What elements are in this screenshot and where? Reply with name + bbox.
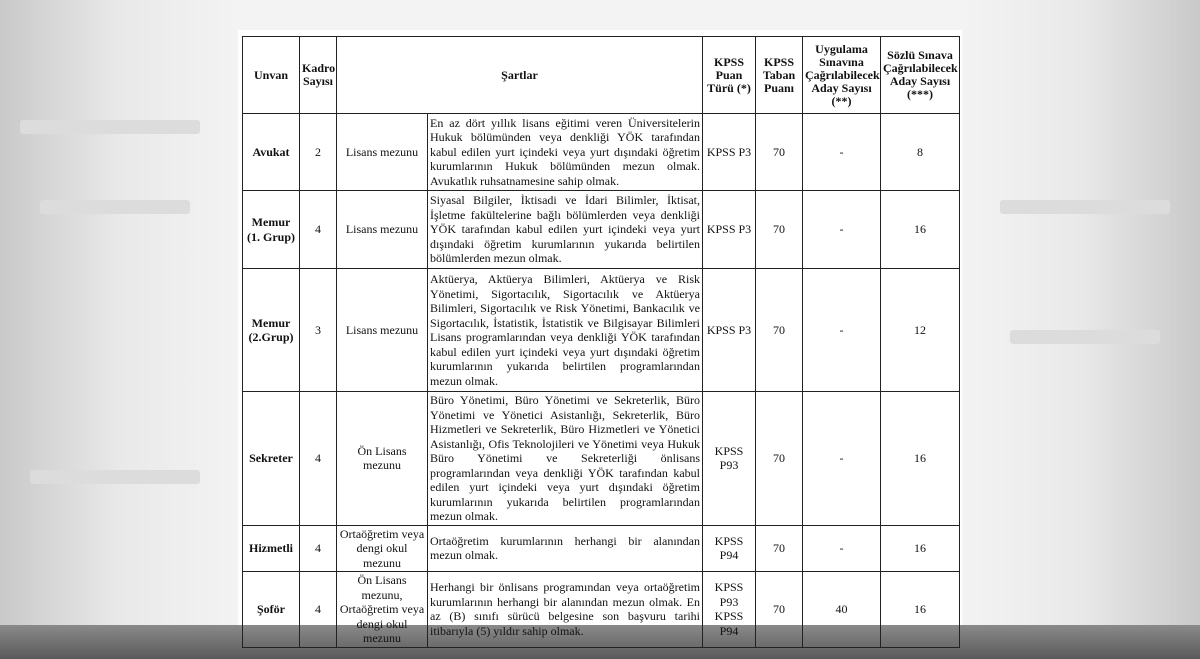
cell-uygulama: 40 bbox=[803, 572, 881, 648]
cell-egitim: Lisans mezunu bbox=[337, 269, 428, 392]
header-sozlu-aday-sayisi: Sözlü Sınava Çağrılabilecek Aday Sayısı (***) bbox=[881, 37, 960, 114]
cell-kadro: 2 bbox=[300, 114, 337, 191]
cell-puan-turu: KPSS P3 bbox=[703, 269, 756, 392]
cell-uygulama: - bbox=[803, 392, 881, 526]
cell-uygulama: - bbox=[803, 114, 881, 191]
cell-kadro: 4 bbox=[300, 191, 337, 269]
cell-puan-turu: KPSS P93 bbox=[703, 392, 756, 526]
background-ghost-text bbox=[20, 120, 200, 134]
header-kadro-sayisi: Kadro Sayısı bbox=[300, 37, 337, 114]
cell-egitim: Ön Lisans mezunu bbox=[337, 392, 428, 526]
cell-taban: 70 bbox=[756, 525, 803, 572]
cell-sozlu: 12 bbox=[881, 269, 960, 392]
cell-egitim: Ortaöğretim veya dengi okul mezunu bbox=[337, 525, 428, 572]
table-row bbox=[243, 191, 960, 269]
cell-puan-turu: KPSS P3 bbox=[703, 191, 756, 269]
cell-kadro: 4 bbox=[300, 392, 337, 526]
cell-unvan: Şoför bbox=[243, 572, 300, 648]
table-row bbox=[243, 269, 960, 392]
header-uygulama-aday-sayisi: Uygulama Sınavına Çağrılabilecek Aday Sayısı (**) bbox=[803, 37, 881, 114]
cell-sartlar: En az dört yıllık lisans eğitimi veren Üniversitelerin Hukuk bölümünden veya denkliği YÖK tarafından kabul edilen yurt içindeki veya yurt dışındaki öğretim kurumlarının Hukuk bölümünden mezun olmak. Avukatlık ruhsatnamesine sahip olmak. bbox=[428, 114, 703, 191]
cell-kadro: 3 bbox=[300, 269, 337, 392]
cell-taban: 70 bbox=[756, 114, 803, 191]
cell-sozlu: 16 bbox=[881, 191, 960, 269]
cell-sartlar: Ortaöğretim kurumlarının herhangi bir alanından mezun olmak. bbox=[428, 525, 703, 572]
cell-sartlar: Büro Yönetimi, Büro Yönetimi ve Sekreterlik, Büro Yönetimi ve Yönetici Asistanlığı, Sekreterlik, Büro Hizmetleri ve Sekreterlik, Büro Hizmetleri ve Yönetici Asistanlığı, Ofis Teknolojileri ve Yönetimi veya Hukuk Büro Yönetimi ve Sekreterliği önlisans programlarından veya denkliği YÖK tarafından kabul edilen yurt içindeki veya yurt dışındaki öğretim kurumlarının yukarıda belirtilen programlarından mezun olmak. bbox=[428, 392, 703, 526]
cell-puan-turu: KPSS P94 bbox=[703, 525, 756, 572]
background-ghost-text bbox=[1000, 200, 1170, 214]
table-row bbox=[243, 392, 960, 526]
cell-sartlar: Aktüerya, Aktüerya Bilimleri, Aktüerya ve Risk Yönetimi, Sigortacılık, Sigortacılık ve Aktüerya Bilimleri, Sigortacılık ve Risk Yönetimi, Bankacılık ve Sigortacılık, İstatistik, İstatistik ve Bilgisayar Bilimleri Lisans programlarından veya denkliği YÖK tarafından kabul edilen yurt içindeki veya yurt dışındaki öğretim kurumlarının yukarıda belirtilen programlarından mezun olmak. bbox=[428, 269, 703, 392]
cell-unvan: Avukat bbox=[243, 114, 300, 191]
table-row bbox=[243, 572, 960, 648]
table-header-row bbox=[243, 37, 960, 114]
background-ghost-text bbox=[1010, 330, 1160, 344]
cell-sartlar: Siyasal Bilgiler, İktisadi ve İdari Bilimler, İktisat, İşletme fakültelerine bağlı bölümlerden veya denkliği YÖK tarafından kabul edilen yurt içindeki veya yurt dışındaki öğretim kurumlarının yukarıda belirtilen bölümlerden mezun olmak. bbox=[428, 191, 703, 269]
cell-uygulama: - bbox=[803, 269, 881, 392]
cell-kadro: 4 bbox=[300, 572, 337, 648]
cell-sozlu: 8 bbox=[881, 114, 960, 191]
position-requirements-table bbox=[242, 36, 960, 648]
cell-puan-turu: KPSS P93 KPSS P94 bbox=[703, 572, 756, 648]
cell-uygulama: - bbox=[803, 525, 881, 572]
cell-sozlu: 16 bbox=[881, 525, 960, 572]
cell-egitim: Lisans mezunu bbox=[337, 114, 428, 191]
header-kpss-puan-turu: KPSS Puan Türü (*) bbox=[703, 37, 756, 114]
cell-puan-turu: KPSS P3 bbox=[703, 114, 756, 191]
cell-egitim: Lisans mezunu bbox=[337, 191, 428, 269]
table-row bbox=[243, 525, 960, 572]
header-unvan: Unvan bbox=[243, 37, 300, 114]
header-kpss-taban-puani: KPSS Taban Puanı bbox=[756, 37, 803, 114]
cell-unvan: Memur (2.Grup) bbox=[243, 269, 300, 392]
cell-egitim: Ön Lisans mezunu, Ortaöğretim veya dengi okul mezunu bbox=[337, 572, 428, 648]
cell-unvan: Memur (1. Grup) bbox=[243, 191, 300, 269]
background-ghost-text bbox=[30, 470, 200, 484]
cell-sozlu: 16 bbox=[881, 572, 960, 648]
cell-kadro: 4 bbox=[300, 525, 337, 572]
cell-uygulama: - bbox=[803, 191, 881, 269]
cell-taban: 70 bbox=[756, 392, 803, 526]
table-row bbox=[243, 114, 960, 191]
background-ghost-text bbox=[40, 200, 190, 214]
cell-unvan: Sekreter bbox=[243, 392, 300, 526]
cell-sozlu: 16 bbox=[881, 392, 960, 526]
cell-taban: 70 bbox=[756, 269, 803, 392]
cell-taban: 70 bbox=[756, 191, 803, 269]
header-sartlar: Şartlar bbox=[337, 37, 703, 114]
cell-taban: 70 bbox=[756, 572, 803, 648]
cell-sartlar: Herhangi bir önlisans programından veya ortaöğretim kurumlarının herhangi bir alanından mezun olmak. En az (B) sınıfı sürücü belgesine son başvuru tarihi itibarıyla (5) yıldır sahip olmak. bbox=[428, 572, 703, 648]
cell-unvan: Hizmetli bbox=[243, 525, 300, 572]
